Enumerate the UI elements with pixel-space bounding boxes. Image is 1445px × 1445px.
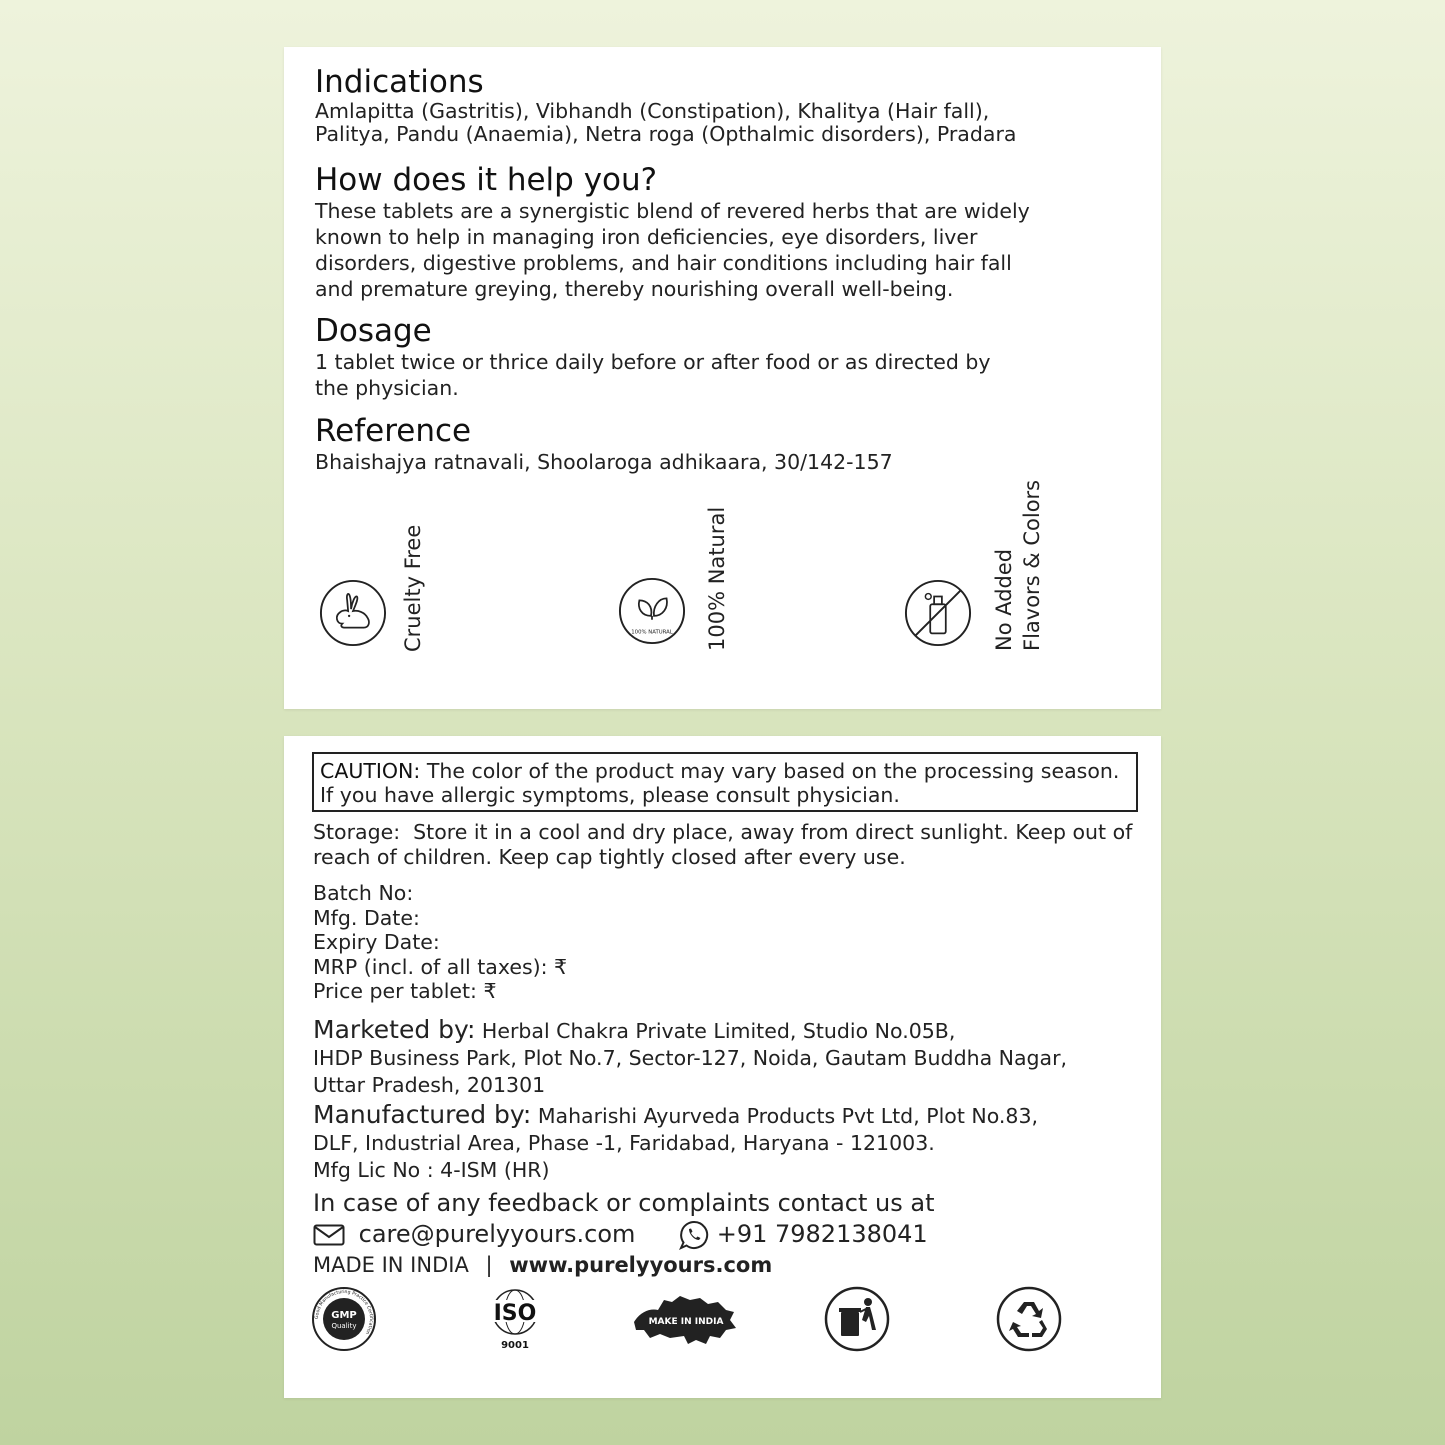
price-per-tablet-field: Price per tablet: ₹ xyxy=(313,979,497,1003)
reference-line: Bhaishajya ratnavali, Shoolaroga adhikaara, 30/142-157 xyxy=(315,450,893,474)
gmp-quality-icon xyxy=(311,1286,377,1352)
storage-text: Store it in a cool and dry place, away from direct sunlight. Keep out of xyxy=(400,820,1133,844)
svg-text:MAKE IN INDIA: MAKE IN INDIA xyxy=(648,1317,724,1327)
origin-row xyxy=(313,1250,772,1280)
help-line: known to help in managing iron deficiencies, eye disorders, liver xyxy=(315,225,978,249)
rabbit-icon xyxy=(319,579,387,647)
help-line: and premature greying, thereby nourishing overall well-being. xyxy=(315,277,954,301)
label-details-panel xyxy=(284,736,1161,1398)
help-heading: How does it help you? xyxy=(315,162,658,198)
manufactured-by-line3: Mfg Lic No : 4-ISM (HR) xyxy=(313,1158,550,1182)
manufactured-by-section xyxy=(313,1101,1143,1184)
reference-section xyxy=(315,413,1075,475)
svg-text:GMP: GMP xyxy=(331,1310,357,1321)
contact-phone[interactable]: +91 7982138041 xyxy=(716,1220,928,1248)
caution-box xyxy=(312,752,1138,812)
marketed-by-label: Marketed by: xyxy=(313,1015,476,1044)
no-added-label-line1: No Added xyxy=(992,548,1016,651)
svg-text:Quality: Quality xyxy=(331,1322,357,1330)
separator: | xyxy=(485,1253,493,1277)
marketed-by-section xyxy=(313,1016,1143,1099)
make-in-india-lion-icon xyxy=(630,1286,740,1352)
storage-section xyxy=(313,820,1143,869)
cruelty-free-label: Cruelty Free xyxy=(401,524,425,652)
svg-text:100% NATURAL: 100% NATURAL xyxy=(631,629,673,636)
help-line: These tablets are a synergistic blend of revered herbs that are widely xyxy=(315,199,1030,223)
expiry-date-field: Expiry Date: xyxy=(313,930,440,954)
manufactured-by-label: Manufactured by: xyxy=(313,1100,532,1129)
caution-text: The color of the product may vary based on the processing season. xyxy=(420,759,1120,783)
help-section xyxy=(315,162,1075,302)
caution-label: CAUTION: xyxy=(320,759,421,783)
storage-label: Storage: xyxy=(313,820,401,844)
caution-text-2: If you have allergic symptoms, please consult physician. xyxy=(320,783,900,807)
svg-text:9001: 9001 xyxy=(501,1340,529,1351)
mail-icon xyxy=(313,1224,345,1246)
indications-heading: Indications xyxy=(315,64,484,100)
marketed-by-line2: IHDP Business Park, Plot No.7, Sector-127, Noida, Gautam Buddha Nagar, xyxy=(313,1046,1068,1070)
website-link[interactable]: www.purelyyours.com xyxy=(509,1253,773,1277)
marketed-by-line3: Uttar Pradesh, 201301 xyxy=(313,1073,546,1097)
mrp-field: MRP (incl. of all taxes): ₹ xyxy=(313,954,568,979)
contact-row xyxy=(313,1219,928,1250)
manufactured-by-line2: DLF, Industrial Area, Phase -1, Faridabad, Haryana - 121003. xyxy=(313,1131,935,1155)
made-in-india-text: MADE IN INDIA xyxy=(313,1253,469,1277)
no-added-label-line2: Flavors & Colors xyxy=(1020,479,1044,651)
leaf-icon xyxy=(618,577,686,645)
no-flavor-bottle-icon xyxy=(904,579,972,647)
iso-9001-icon xyxy=(482,1286,548,1352)
contact-email[interactable]: care@purelyyours.com xyxy=(358,1220,636,1248)
indications-line: Palitya, Pandu (Anaemia), Netra roga (Opthalmic disorders), Pradara xyxy=(315,122,1017,146)
dosage-line: 1 tablet twice or thrice daily before or after food or as directed by xyxy=(315,350,991,374)
product-info-panel xyxy=(284,47,1161,709)
manufactured-by-line1: Maharishi Ayurveda Products Pvt Ltd, Plot No.83, xyxy=(531,1104,1039,1128)
dispose-bin-icon xyxy=(824,1286,890,1352)
storage-text-2: reach of children. Keep cap tightly closed after every use. xyxy=(313,844,906,869)
marketed-by-line1: Herbal Chakra Private Limited, Studio No.05B, xyxy=(475,1019,956,1043)
indications-line: Amlapitta (Gastritis), Vibhandh (Constipation), Khalitya (Hair fall), xyxy=(315,99,990,123)
batch-no-field: Batch No: xyxy=(313,881,414,905)
indications-section xyxy=(315,64,1075,146)
dosage-section xyxy=(315,313,1075,401)
batch-fields xyxy=(313,881,567,1004)
dosage-heading: Dosage xyxy=(315,313,432,349)
svg-text:ISO: ISO xyxy=(493,1301,537,1326)
natural-label: 100% Natural xyxy=(705,506,729,651)
help-line: disorders, digestive problems, and hair conditions including hair fall xyxy=(315,251,1012,275)
mfg-date-field: Mfg. Date: xyxy=(313,905,420,930)
feedback-intro: In case of any feedback or complaints contact us at xyxy=(313,1189,935,1217)
svg-text:Good Manufacturing Practice Ce: Good Manufacturing Practice Certification xyxy=(314,1289,374,1335)
whatsapp-icon xyxy=(679,1220,709,1250)
recycle-icon xyxy=(996,1286,1062,1352)
dosage-line: the physician. xyxy=(315,376,459,400)
reference-heading: Reference xyxy=(315,413,472,449)
